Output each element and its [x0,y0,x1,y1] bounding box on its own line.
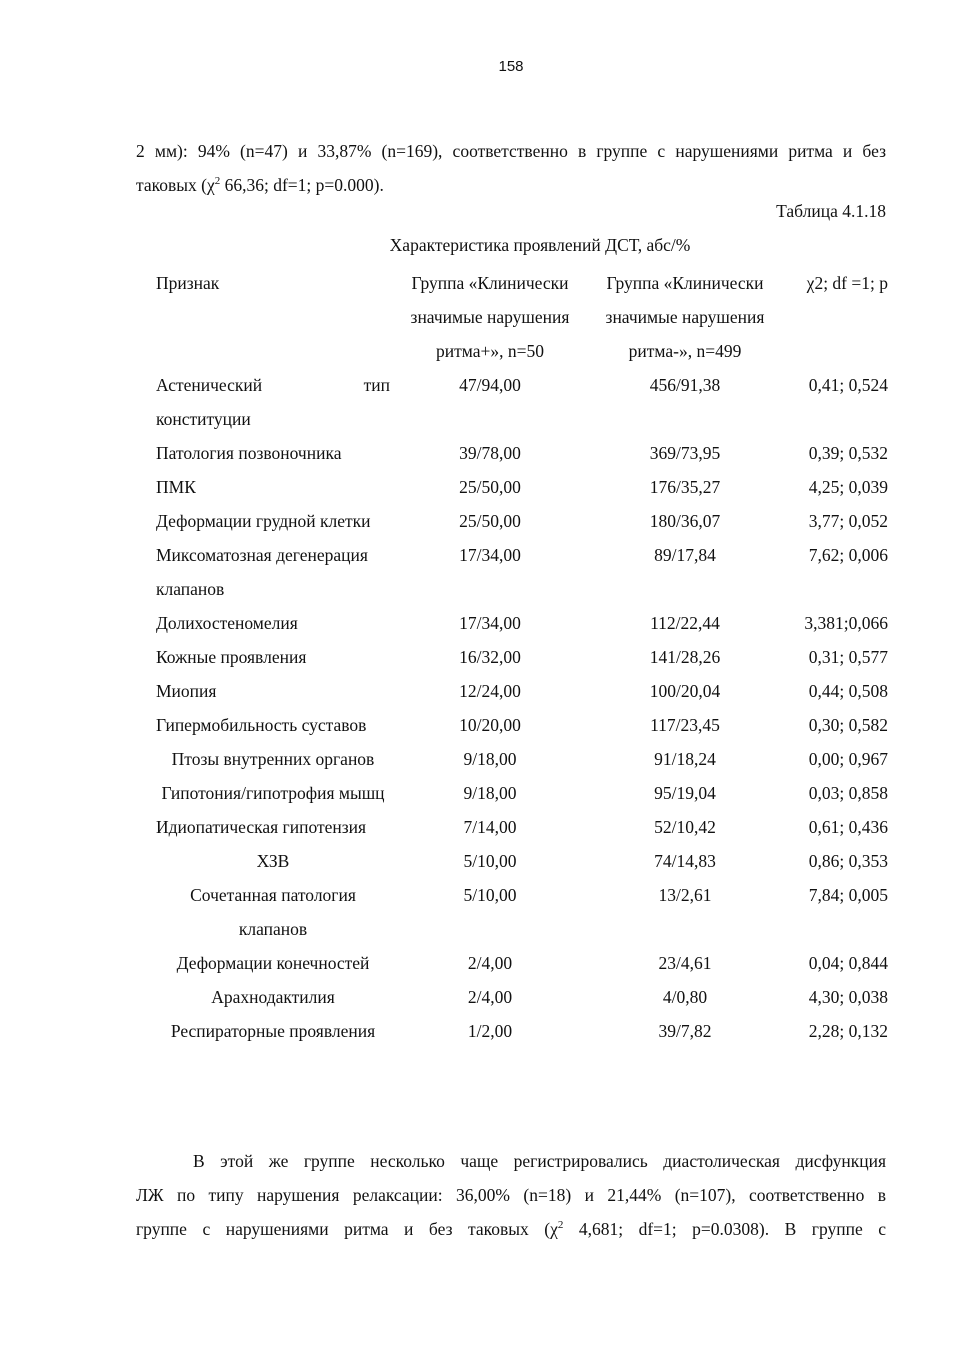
table-row [156,640,888,674]
row-feature: Патология позвоночника [156,443,342,463]
row-feature: Деформации грудной клетки [156,511,371,531]
header-group-minus: Группа «Клинически значимые нарушения ритма-», n=499 [605,273,765,361]
row-feature: ПМК [156,477,196,497]
row-feature: Миксоматозная дегенерация клапанов [156,545,368,599]
row-chi: 0,03; 0,858 [808,783,888,803]
table-row [156,538,888,606]
intro-line-2: таковых ($\chi^2$ 66,36; df=1; p=0.000). [136,175,384,195]
row-minus: 117/23,45 [650,715,720,735]
row-minus: 52/10,42 [654,817,716,837]
outro-paragraph [136,1144,886,1246]
table-header-row [156,266,888,368]
row-chi: 7,84; 0,005 [808,885,888,905]
table-row [156,674,888,708]
page-number: 158 [498,58,524,75]
row-plus: 2/4,00 [467,987,513,1007]
row-minus: 89/17,84 [654,545,716,565]
table-row [156,878,888,946]
row-plus: 25/50,00 [459,511,521,531]
dst-table [156,266,888,1048]
row-minus: 369/73,95 [649,443,721,463]
outro-line-1: В этой же группе несколько чаще регистрировались диастолическая дисфункция [193,1151,886,1171]
row-plus: 1/2,00 [467,1021,513,1041]
row-minus: 180/36,07 [649,511,721,531]
row-chi: 0,41; 0,524 [808,375,888,395]
row-plus: 10/20,00 [459,715,521,735]
row-feature: Сочетанная патология клапанов [190,885,356,939]
row-feature: Идиопатическая гипотензия [156,817,367,837]
table-row [156,980,888,1014]
row-plus: 5/10,00 [463,885,517,905]
row-plus: 16/32,00 [459,647,521,667]
row-minus: 39/7,82 [658,1021,712,1041]
row-chi: 3,77; 0,052 [808,511,888,531]
row-plus: 7/14,00 [463,817,517,837]
row-plus: 12/24,00 [459,681,521,701]
row-feature: Гипермобильность суставов [156,715,367,735]
row-plus: 9/18,00 [463,783,517,803]
row-plus: 17/34,00 [459,613,521,633]
row-chi: 2,28; 0,132 [808,1021,888,1041]
header-chi: χ2; df =1; p [806,273,888,293]
table-row [156,436,888,470]
row-minus: 23/4,61 [658,953,712,973]
row-feature: Миопия [156,681,217,701]
row-minus: 95/19,04 [654,783,716,803]
table-row [156,776,888,810]
row-chi: 3,381;0,066 [804,613,888,633]
table-label: Таблица 4.1.18 [776,201,886,221]
intro-line-1: 2 мм): 94% (n=47) и 33,87% (n=169), соответственно в группе с нарушениями ритма и без [136,141,886,161]
outro-line-3: группе с нарушениями ритма и без таковых ($\chi^2$ 4,681; df=1; p=0.0308). В группе с [136,1219,886,1239]
row-plus: 5/10,00 [463,851,517,871]
row-plus: 47/94,00 [459,375,521,395]
intro-paragraph [136,134,886,202]
row-chi: 4,30; 0,038 [808,987,888,1007]
row-minus: 4/0,80 [662,987,708,1007]
row-chi: 4,25; 0,039 [808,477,888,497]
row-feature: Астенический тип конституции [156,375,390,429]
row-minus: 112/22,44 [650,613,720,633]
row-minus: 141/28,26 [649,647,721,667]
table-row [156,368,888,436]
table-row [156,606,888,640]
table-row [156,504,888,538]
row-chi: 0,86; 0,353 [808,851,888,871]
row-feature: Деформации конечностей [176,953,370,973]
row-feature: Долихостеномелия [156,613,298,633]
table-row [156,742,888,776]
row-chi: 0,30; 0,582 [808,715,888,735]
row-minus: 100/20,04 [649,681,721,701]
row-minus: 176/35,27 [649,477,721,497]
row-chi: 0,00; 0,967 [808,749,888,769]
row-plus: 9/18,00 [463,749,517,769]
row-plus: 17/34,00 [459,545,521,565]
row-feature: Гипотония/гипотрофия мышц [161,783,385,803]
row-minus: 13/2,61 [658,885,712,905]
row-chi: 0,04; 0,844 [808,953,888,973]
table-row [156,810,888,844]
row-feature: Арахнодактилия [211,987,335,1007]
outro-line-2: ЛЖ по типу нарушения релаксации: 36,00% (n=18) и 21,44% (n=107), соответственно в [136,1185,886,1205]
chi-superscript: 2 [214,175,221,188]
row-chi: 0,44; 0,508 [808,681,888,701]
row-feature: Птозы внутренних органов [171,749,375,769]
chi-superscript: 2 [557,1219,564,1232]
row-minus: 456/91,38 [649,375,721,395]
header-group-plus: Группа «Клинически значимые нарушения ритма+», n=50 [410,273,570,361]
row-plus: 39/78,00 [459,443,521,463]
row-chi: 7,62; 0,006 [808,545,888,565]
row-feature: Кожные проявления [156,647,307,667]
table-row [156,946,888,980]
row-chi: 0,61; 0,436 [808,817,888,837]
table-row [156,844,888,878]
header-feature: Признак [156,273,220,293]
row-plus: 25/50,00 [459,477,521,497]
table-row [156,470,888,504]
row-minus: 91/18,24 [654,749,716,769]
row-feature: Респираторные проявления [170,1021,376,1041]
row-feature: ХЗВ [256,851,290,871]
row-minus: 74/14,83 [654,851,716,871]
row-chi: 0,31; 0,577 [808,647,888,667]
table-row [156,1014,888,1048]
row-chi: 0,39; 0,532 [808,443,888,463]
table-row [156,708,888,742]
table-caption: Характеристика проявлений ДСТ, абс/% [389,235,691,255]
row-plus: 2/4,00 [467,953,513,973]
